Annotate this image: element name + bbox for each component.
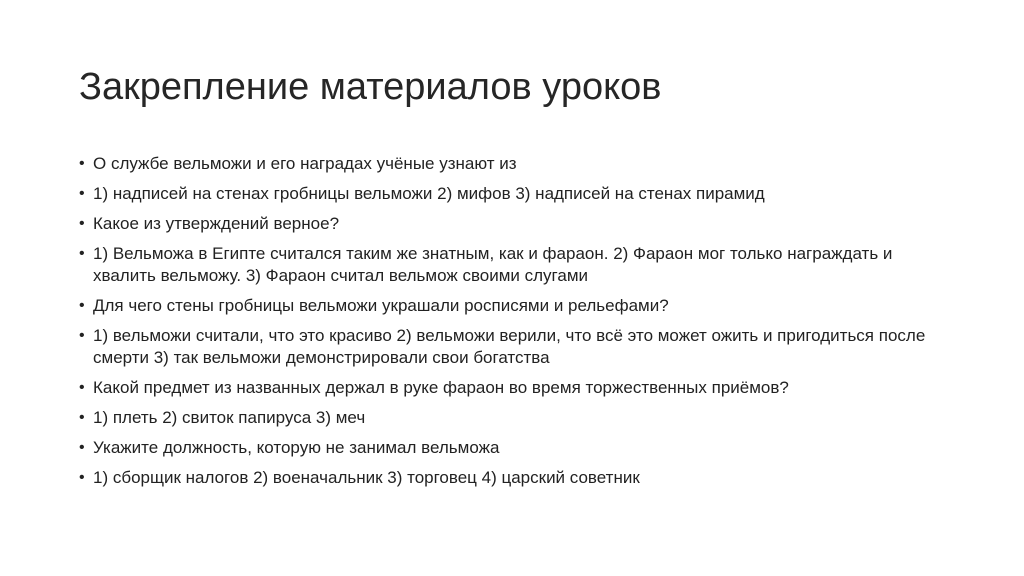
list-item	[79, 325, 939, 369]
bullet-dot-icon: •	[79, 155, 85, 172]
list-item	[79, 467, 939, 489]
list-item	[79, 183, 939, 205]
list-item	[79, 243, 939, 287]
bullet-list	[79, 153, 939, 497]
list-item	[79, 377, 939, 399]
bullet-dot-icon: •	[79, 439, 85, 456]
bullet-dot-icon: •	[79, 185, 85, 202]
list-item-text: 1) вельможи считали, что это красиво 2) вельможи верили, что всё это может ожить и пригодиться после смерти 3) так вельможи демонстрировали свои богатства	[93, 326, 926, 367]
slide-title: Закрепление материалов уроков	[79, 66, 662, 108]
bullet-dot-icon: •	[79, 327, 85, 344]
list-item-text: Для чего стены гробницы вельможи украшали росписями и рельефами?	[93, 296, 669, 315]
list-item-text: 1) сборщик налогов 2) военачальник 3) торговец 4) царский советник	[93, 468, 640, 487]
bullet-dot-icon: •	[79, 379, 85, 396]
list-item-text: О службе вельможи и его наградах учёные узнают из	[93, 154, 517, 173]
bullet-dot-icon: •	[79, 215, 85, 232]
list-item	[79, 295, 939, 317]
bullet-dot-icon: •	[79, 469, 85, 486]
list-item-text: Какой предмет из названных держал в руке фараон во время торжественных приёмов?	[93, 378, 789, 397]
list-item	[79, 437, 939, 459]
list-item	[79, 407, 939, 429]
bullet-dot-icon: •	[79, 409, 85, 426]
list-item-text: Укажите должность, которую не занимал вельможа	[93, 438, 500, 457]
bullet-dot-icon: •	[79, 297, 85, 314]
list-item-text: 1) плеть 2) свиток папируса 3) меч	[93, 408, 366, 427]
list-item	[79, 213, 939, 235]
list-item-text: 1) надписей на стенах гробницы вельможи 2) мифов 3) надписей на стенах пирамид	[93, 184, 765, 203]
list-item-text: 1) Вельможа в Египте считался таким же знатным, как и фараон. 2) Фараон мог только награждать и хвалить вельможу. 3) Фараон считал вельмож своими слугами	[93, 244, 893, 285]
list-item	[79, 153, 939, 175]
list-item-text: Какое из утверждений верное?	[93, 214, 340, 233]
bullet-dot-icon: •	[79, 245, 85, 262]
